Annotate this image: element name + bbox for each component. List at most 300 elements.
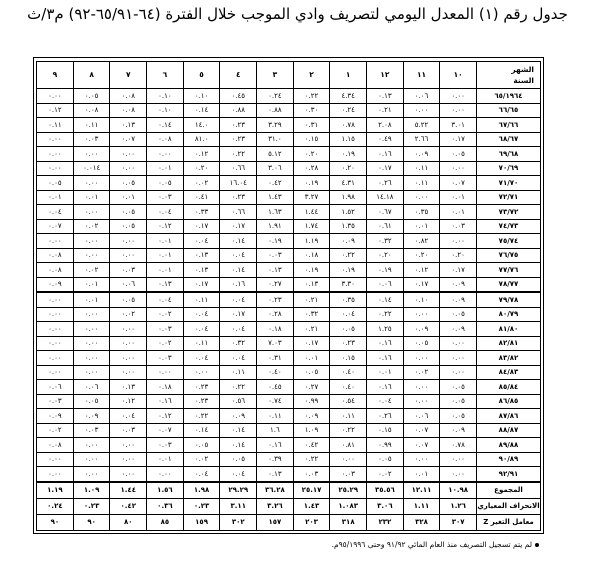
- table-cell: ٠.٠٣: [147, 322, 184, 337]
- table-cell: ٠.٧٨: [330, 118, 367, 133]
- table-cell: ٠.٠١: [293, 351, 330, 366]
- table-cell: ٠.١٦: [367, 380, 404, 395]
- table-row: [37, 307, 541, 322]
- table-cell: ٠.٠٧: [403, 423, 440, 438]
- table-cell: ٣.٢٩: [257, 118, 294, 133]
- table-row: [37, 452, 541, 467]
- row-year-label: ٦٧/٦٦: [477, 118, 541, 133]
- table-cell: ١.٧٤: [293, 219, 330, 234]
- table-cell: ٠.٨٨: [220, 103, 257, 118]
- table-cell: ٠.٠٦: [403, 409, 440, 424]
- row-year-label: ٧٦/٧٥: [477, 248, 541, 263]
- table-cell: ٠.٠٧: [440, 176, 477, 191]
- summary-cell: ١.٤٣: [293, 498, 330, 514]
- table-cell: ٠.٠٨: [37, 248, 74, 263]
- table-cell: ٠.٠٠: [37, 452, 74, 467]
- table-cell: ٠.١١: [37, 118, 74, 133]
- table-cell: ٠.٠٩: [403, 147, 440, 162]
- table-cell: ٧.٠٣: [257, 336, 294, 351]
- summary-cell: ١٢.١١: [403, 482, 440, 499]
- row-year-label: ٧٤/٧٣: [477, 219, 541, 234]
- summary-cell: ١.١٩: [37, 482, 74, 499]
- table-cell: ٠.٠٩: [37, 409, 74, 424]
- table-cell: ٠.٣٠: [293, 103, 330, 118]
- table-cell: ٠.٠٩: [73, 409, 110, 424]
- table-cell: ٠.٠٠: [37, 336, 74, 351]
- table-cell: ٠.٠٠: [73, 234, 110, 249]
- table-cell: ٠.٠٥: [440, 147, 477, 162]
- table-cell: ٠.١٠: [147, 103, 184, 118]
- table-cell: ٠.٠٥: [110, 219, 147, 234]
- header-month-cell: ٥: [183, 62, 220, 89]
- table-cell: ٠.٠٤: [330, 307, 367, 322]
- table-title: جدول رقم (١) المعدل اليومي لتصريف وادي الموجب خلال الفترة (٦٤-٦٥/٩١-٩٢) م٣/ث: [27, 5, 568, 23]
- discharge-table: [36, 61, 541, 531]
- row-year-label: ٨٦/٨٥: [477, 394, 541, 409]
- table-cell: ٠.٠٠: [403, 452, 440, 467]
- table-cell: ٠.٠٢: [73, 263, 110, 278]
- table-cell: ٠.٠٠: [37, 161, 74, 176]
- table-cell: ٠.٠٤: [147, 292, 184, 307]
- header-month-cell: ٦: [147, 62, 184, 89]
- table-cell: ٠.٣١: [293, 118, 330, 133]
- table-cell: ٠.٠٠: [37, 467, 74, 482]
- table-cell: ٠.٠٠: [73, 147, 110, 162]
- header-month-cell: ٣: [257, 62, 294, 89]
- table-cell: ٠.١٩: [257, 234, 294, 249]
- table-cell: ٠.١٤: [220, 423, 257, 438]
- table-cell: ٠.٠٢: [367, 467, 404, 482]
- summary-cell: ٠.٢٣: [183, 498, 220, 514]
- header-corner: [477, 62, 541, 89]
- table-cell: ٠.٠٥: [37, 176, 74, 191]
- table-cell: ٠.٤٠: [257, 365, 294, 380]
- table-row: [37, 409, 541, 424]
- table-cell: ٠.٢٢: [220, 380, 257, 395]
- table-cell: ٥.١٢: [257, 147, 294, 162]
- table-cell: ٠.١١: [330, 409, 367, 424]
- table-cell: ٠.٠٤: [220, 248, 257, 263]
- table-cell: ٠.٠٩: [293, 409, 330, 424]
- row-year-label: ٨٠/٧٩: [477, 307, 541, 322]
- table-cell: ٣.٠١: [440, 118, 477, 133]
- summary-cell: ٣١٨: [330, 514, 367, 530]
- table-cell: ٠.١٦: [367, 351, 404, 366]
- summary-cell: ٣.١١: [220, 498, 257, 514]
- table-cell: ٠.٠٠: [403, 307, 440, 322]
- summary-cell: ١٥٩: [183, 514, 220, 530]
- table-cell: ٠.٠١: [110, 190, 147, 205]
- table-cell: ٠.٠٠: [110, 248, 147, 263]
- table-cell: ٠.٠٨: [110, 89, 147, 104]
- table-cell: ٠.٢١: [293, 292, 330, 307]
- table-cell: ٠.١١: [257, 409, 294, 424]
- table-cell: ٠.٠٣: [147, 190, 184, 205]
- table-cell: ١٤.١٨: [367, 190, 404, 205]
- table-cell: ٠.٠٠: [147, 365, 184, 380]
- table-cell: ٠.٠٨: [147, 132, 184, 147]
- row-year-label: ٨٩/٨٨: [477, 438, 541, 453]
- table-cell: ٠.١٨: [147, 380, 184, 395]
- summary-cell: ١.٢٦: [440, 498, 477, 514]
- table-cell: ٠.٠٠: [110, 467, 147, 482]
- table-cell: ٠.١٨: [293, 248, 330, 263]
- table-row: [37, 161, 541, 176]
- table-cell: ٠.٠٦: [367, 277, 404, 292]
- table-cell: ٠.١٧: [367, 161, 404, 176]
- table-cell: ٠.٢٢: [293, 89, 330, 104]
- table-cell: ٠.٣٢: [367, 234, 404, 249]
- table-cell: ٠.٠٥: [440, 409, 477, 424]
- table-cell: ٠.١٥: [367, 423, 404, 438]
- table-cell: ٠.٠٨: [110, 103, 147, 118]
- row-year-label: ٦٦/٦٥: [477, 103, 541, 118]
- table-cell: ٠.١٢: [37, 103, 74, 118]
- table-row: [37, 394, 541, 409]
- summary-cell: ٢٠٣: [293, 514, 330, 530]
- table-cell: ٠.١٥: [293, 132, 330, 147]
- summary-label: الانحراف المعياري: [477, 498, 541, 514]
- table-cell: ٠.٧٨: [440, 438, 477, 453]
- table-cell: ٠.٠٧: [110, 132, 147, 147]
- header-month-cell: ٧: [110, 62, 147, 89]
- table-cell: ٠.٢٨: [257, 307, 294, 322]
- table-cell: ٠.٠٠: [73, 307, 110, 322]
- table-row: [37, 438, 541, 453]
- summary-cell: ٠.٤٢: [110, 498, 147, 514]
- table-cell: ١.٤٣: [257, 190, 294, 205]
- table-cell: ٠.٠١: [73, 277, 110, 292]
- table-cell: ٠.٢٢: [367, 307, 404, 322]
- table-cell: ٠.٠٣: [257, 248, 294, 263]
- table-cell: ١.٥٢: [330, 205, 367, 220]
- table-cell: ٠.١٤: [147, 118, 184, 133]
- table-cell: ٠.٠٠: [110, 147, 147, 162]
- table-row: [37, 219, 541, 234]
- table-cell: ٠.٠٥: [330, 322, 367, 337]
- table-cell: ٠.٠٠: [73, 322, 110, 337]
- table-cell: ٠.٤٩: [367, 132, 404, 147]
- table-cell: ٠.١٧: [440, 263, 477, 278]
- table-cell: ١.٢٥: [367, 322, 404, 337]
- table-cell: ٠.٥٤: [330, 394, 367, 409]
- table-cell: ٠.٢٣: [183, 394, 220, 409]
- table-cell: ٠.٠٠: [440, 103, 477, 118]
- row-year-label: ٨١/٨٠: [477, 322, 541, 337]
- header-row: [37, 62, 541, 89]
- table-cell: ٠.٠٠: [440, 161, 477, 176]
- summary-cell: ٠.٢٤: [37, 498, 74, 514]
- table-cell: ٠.٤٠: [330, 380, 367, 395]
- summary-cell: ٣٦.٢٨: [257, 482, 294, 499]
- table-cell: ٠.٠٥: [440, 380, 477, 395]
- table-cell: ٠.٠٠: [440, 452, 477, 467]
- table-row: [37, 423, 541, 438]
- table-cell: ٠.٠٤: [220, 351, 257, 366]
- table-cell: ٠.٤٢: [257, 176, 294, 191]
- table-cell: ٠.١٤: [220, 263, 257, 278]
- table-cell: ٠.١٥: [330, 351, 367, 366]
- table-cell: ٤.٣١: [330, 176, 367, 191]
- table-row: [37, 118, 541, 133]
- table-cell: ٠.٣٢: [293, 307, 330, 322]
- table-cell: ٠.١٣: [293, 277, 330, 292]
- row-year-label: ٦٥/١٩٦٤: [477, 89, 541, 104]
- table-row: [37, 234, 541, 249]
- table-cell: ٠.٠٦: [110, 277, 147, 292]
- table-cell: ٠.٠٠: [37, 365, 74, 380]
- table-cell: ١.٩١: [257, 219, 294, 234]
- header-month-cell: ٩: [37, 62, 74, 89]
- header-month-label: الشهر: [511, 65, 534, 74]
- table-cell: ٠.٠٠: [73, 467, 110, 482]
- table-row: [37, 263, 541, 278]
- table-cell: ٠.١١: [403, 161, 440, 176]
- row-year-label: ٨٤/٨٣: [477, 365, 541, 380]
- table-cell: ٢.٠٨: [367, 118, 404, 133]
- table-cell: ٠.٠٩: [440, 322, 477, 337]
- table-cell: ٠.١٤: [367, 292, 404, 307]
- table-cell: ٠.٠٠: [73, 438, 110, 453]
- table-cell: ٠.١٣: [110, 118, 147, 133]
- table-cell: ٠.٠٣: [440, 219, 477, 234]
- table-cell: ٠.١٩: [330, 263, 367, 278]
- table-cell: ٠.١٣: [147, 277, 184, 292]
- table-cell: ٠.١٠: [183, 89, 220, 104]
- table-cell: ٠.١٩: [293, 263, 330, 278]
- table-cell: ٠.١٧: [183, 219, 220, 234]
- table-cell: ٠.٠٣: [110, 263, 147, 278]
- row-year-label: ٩٠/٨٩: [477, 452, 541, 467]
- summary-cell: ٢٩.٢٩: [220, 482, 257, 499]
- table-cell: ٠.٠٢: [183, 452, 220, 467]
- table-cell: ٠.٢٧: [257, 277, 294, 292]
- summary-cell: ١.٤٤: [110, 482, 147, 499]
- table-cell: ٠.٠٠: [110, 234, 147, 249]
- summary-cell: ٣.٢٦: [257, 498, 294, 514]
- table-cell: ٠.٦١: [367, 219, 404, 234]
- summary-cell: ٣٠٧: [440, 514, 477, 530]
- row-year-label: ٨٥/٨٤: [477, 380, 541, 395]
- table-cell: ٠.٧٤: [257, 394, 294, 409]
- table-cell: ٠.٨١: [330, 438, 367, 453]
- table-cell: ٠.٢٣: [330, 336, 367, 351]
- summary-row: [37, 498, 541, 514]
- table-cell: ١.٦: [257, 423, 294, 438]
- row-year-label: ٧٨/٧٧: [477, 277, 541, 292]
- table-cell: ٠.١١: [73, 118, 110, 133]
- summary-cell: ٠.٢٣: [73, 498, 110, 514]
- table-cell: ٠.١٣: [257, 467, 294, 482]
- header-month-cell: ٤: [220, 62, 257, 89]
- table-cell: ٠.١٦: [367, 147, 404, 162]
- table-cell: ٠.٠٠: [110, 351, 147, 366]
- table-cell: ٠.٠٠: [73, 176, 110, 191]
- table-cell: ٠.٠٣: [147, 351, 184, 366]
- table-cell: ٠.٠١: [147, 263, 184, 278]
- table-cell: ٠.٠٥: [440, 307, 477, 322]
- table-cell: ٠.٠٥: [73, 89, 110, 104]
- table-cell: ٠.٠٠: [403, 394, 440, 409]
- footnote: [332, 540, 539, 550]
- table-cell: ٠.٠٤: [183, 322, 220, 337]
- table-cell: ٠.٠٠: [440, 351, 477, 366]
- table-cell: ٠.١٦: [257, 438, 294, 453]
- summary-cell: ٨٥: [147, 514, 184, 530]
- table-cell: ٠.٠٢: [73, 219, 110, 234]
- table-cell: ٠.٠٥: [110, 176, 147, 191]
- table-cell: ٠.٢١: [367, 103, 404, 118]
- summary-cell: ٨٠: [110, 514, 147, 530]
- table-cell: ٠.٠٣: [330, 467, 367, 482]
- table-cell: ٠.٠٥: [110, 292, 147, 307]
- table-row: [37, 205, 541, 220]
- table-cell: ٠.١٤: [183, 423, 220, 438]
- header-year-label: السنة: [513, 76, 534, 85]
- table-row: [37, 248, 541, 263]
- table-cell: ٠.٠١: [37, 190, 74, 205]
- header-month-cell: ١٢: [367, 62, 404, 89]
- table-cell: ١.٦٣: [257, 205, 294, 220]
- summary-cell: ٣٢٨: [403, 514, 440, 530]
- header-month-cell: ١: [330, 62, 367, 89]
- table-cell: ٠.٦٧: [367, 205, 404, 220]
- table-cell: ٠.٠١: [440, 190, 477, 205]
- table-cell: ٠.٠٠: [37, 322, 74, 337]
- table-cell: ٠.٠٠: [403, 103, 440, 118]
- table-cell: ٠.٠٩: [440, 423, 477, 438]
- table-cell: ٣.٢٧: [293, 190, 330, 205]
- summary-cell: ١٠.٩٨: [440, 482, 477, 499]
- table-cell: ٠.٠٥: [440, 394, 477, 409]
- table-cell: ٠.٠٠: [73, 248, 110, 263]
- table-cell: ٠.٠٠: [37, 234, 74, 249]
- table-cell: ٠.١٣: [183, 263, 220, 278]
- table-cell: ٥.٢٢: [403, 118, 440, 133]
- table-cell: ٠.٠٠: [73, 205, 110, 220]
- table-cell: ٠.٢٠: [330, 161, 367, 176]
- table-cell: ٠.١٠: [403, 292, 440, 307]
- table-cell: ٠.٥٦: [220, 394, 257, 409]
- table-cell: ٠.٤٥: [257, 380, 294, 395]
- table-cell: ٠.٣١: [257, 351, 294, 366]
- table-cell: ٠.٠١: [403, 467, 440, 482]
- summary-cell: ١.٥٦: [147, 482, 184, 499]
- table-row: [37, 467, 541, 482]
- table-cell: ٨١.٠: [183, 132, 220, 147]
- table-cell: ٠.٠٦: [73, 380, 110, 395]
- table-cell: ٠.١٧: [440, 132, 477, 147]
- summary-row: [37, 514, 541, 530]
- summary-cell: ١٥٧: [257, 514, 294, 530]
- table-cell: ٠.٠٤: [220, 292, 257, 307]
- table-cell: ٠.١٣: [257, 263, 294, 278]
- table-cell: ٠.٠١: [73, 190, 110, 205]
- summary-cell: ٩٠: [37, 514, 74, 530]
- table-cell: ٠.٠٠: [147, 147, 184, 162]
- table-cell: ٠.٠٥: [367, 452, 404, 467]
- table-cell: ٠.٠٥: [183, 438, 220, 453]
- table-cell: ١.٣٥: [330, 219, 367, 234]
- table-cell: ٠.٤١: [183, 190, 220, 205]
- table-cell: ٠.١٩: [330, 147, 367, 162]
- table-row: [37, 147, 541, 162]
- table-cell: ٠.١٣: [367, 89, 404, 104]
- table-cell: ٠.٣٥: [403, 205, 440, 220]
- table-row: [37, 103, 541, 118]
- table-cell: ٠.٠١: [367, 365, 404, 380]
- table-row: [37, 322, 541, 337]
- table-cell: ٠.٠٤: [37, 205, 74, 220]
- header-month-cell: ١١: [403, 62, 440, 89]
- table-cell: ٠.٠٤: [183, 351, 220, 366]
- summary-cell: ٣٠٢: [220, 514, 257, 530]
- table-cell: ٠.٠١: [147, 161, 184, 176]
- table-cell: ٠.٠٤: [183, 467, 220, 482]
- row-year-label: ٧٧/٧٦: [477, 263, 541, 278]
- table-cell: ٠.٣٣: [183, 205, 220, 220]
- summary-cell: ٩٠: [73, 514, 110, 530]
- table-cell: ٠.٠٠: [37, 307, 74, 322]
- table-cell: ٠.٢٠: [183, 161, 220, 176]
- table-cell: ٠.١٦: [220, 277, 257, 292]
- table-cell: ١.١٩: [293, 234, 330, 249]
- table-cell: ٠.٠٠: [37, 89, 74, 104]
- row-year-label: ٨٣/٨٢: [477, 351, 541, 366]
- table-cell: ١٤.٠: [183, 118, 220, 133]
- table-cell: ٠.٠٠: [73, 452, 110, 467]
- table-cell: ٣١.٠: [257, 132, 294, 147]
- table-cell: ٠.١٩: [293, 176, 330, 191]
- table-cell: ٠.٠٠: [37, 351, 74, 366]
- table-cell: ٠.٢٢: [330, 248, 367, 263]
- table-cell: ٠.٠٠: [440, 336, 477, 351]
- table-cell: ٠.٠٠: [440, 234, 477, 249]
- table-cell: ٠.٠٢: [403, 365, 440, 380]
- table-cell: ٠.٣٢: [220, 336, 257, 351]
- table-cell: ٠.٢٠: [293, 147, 330, 162]
- table-cell: ٠.٢٣: [220, 132, 257, 147]
- table-cell: ٠.١١: [183, 292, 220, 307]
- table-cell: ٠.٢٣: [257, 292, 294, 307]
- table-cell: ٠.١٠: [147, 89, 184, 104]
- row-year-label: ٧٣/٧٢: [477, 205, 541, 220]
- table-cell: ٠.٠٢: [147, 336, 184, 351]
- table-cell: ٠.٠٧: [37, 219, 74, 234]
- table-cell: ٠.٢٣: [220, 190, 257, 205]
- table-cell: ٠.١٣: [110, 380, 147, 395]
- table-cell: ٠.٢٢: [183, 409, 220, 424]
- table-cell: ٢.٦٦: [403, 132, 440, 147]
- table-cell: ٠.٤٢: [293, 438, 330, 453]
- table-cell: ٠.٠٢: [110, 307, 147, 322]
- header-month-cell: ٨: [73, 62, 110, 89]
- table-cell: ٠.٠٥: [73, 394, 110, 409]
- row-year-label: ٧٢/٧١: [477, 190, 541, 205]
- table-cell: ٠.٠٠: [73, 365, 110, 380]
- table-row: [37, 380, 541, 395]
- table-cell: ٠.١٦: [367, 336, 404, 351]
- table-cell: ٣.٠٦: [257, 161, 294, 176]
- row-year-label: ٨٧/٨٦: [477, 409, 541, 424]
- table-cell: ٠.٦٦: [220, 161, 257, 176]
- header-month-cell: ٢: [293, 62, 330, 89]
- table-row: [37, 176, 541, 191]
- table-cell: ٣.٣٠: [330, 277, 367, 292]
- row-year-label: ٩٢/٩١: [477, 467, 541, 482]
- table-cell: ٠.١٤: [220, 438, 257, 453]
- table-row: [37, 190, 541, 205]
